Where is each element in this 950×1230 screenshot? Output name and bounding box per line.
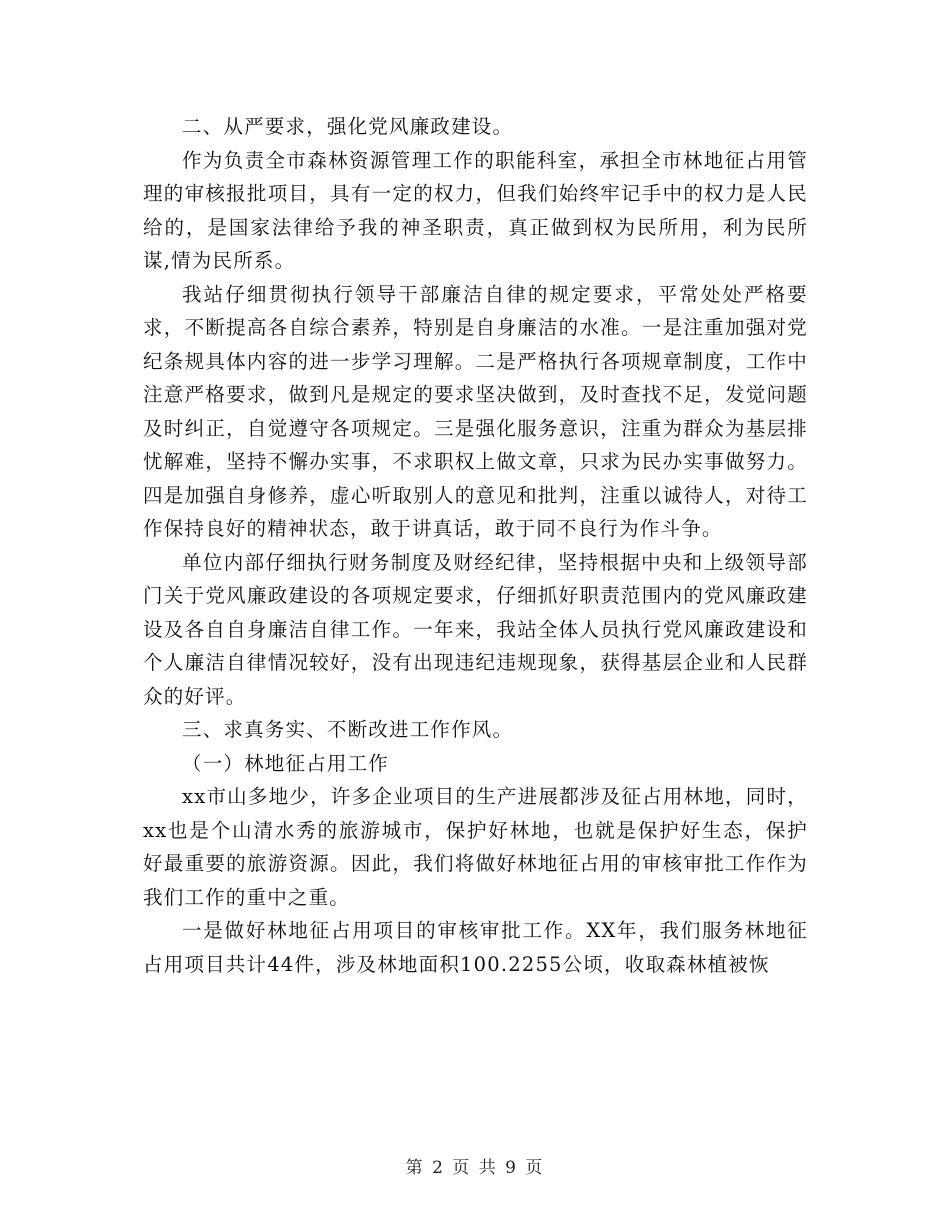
- paragraph: 作为负责全市森林资源管理工作的职能科室，承担全市林地征占用管理的审核报批项目，具有一定的权力，但我们始终牢记手中的权力是人民给的，是国家法律给予我的神圣职责，真正做到权为民所用，利为民所谋,情为民所系。: [143, 148, 808, 272]
- paragraph: 我站仔细贯彻执行领导干部廉洁自律的规定要求，平常处处严格要求，不断提高各自综合素养，特别是自身廉洁的水准。一是注重加强对党纪条规具体内容的进一步学习理解。二是严格执行各项规章制度，工作中注意严格要求，做到凡是规定的要求坚决做到，及时查找不足，发觉问题及时纠正，自觉遵守各项规定。三是强化服务意识，注重为群众为基层排忧解难，坚持不懈办实事，不求职权上做文章，只求为民办实事做努力。四是加强自身修养，虚心听取别人的意见和批判，注重以诚待人，对待工作保持良好的精神状态，敢于讲真话，敢于同不良行为作斗争。: [143, 282, 808, 540]
- section-heading-3: 三、求真务实、不断改进工作作风。: [182, 718, 514, 741]
- subsection-heading-1: （一）林地征占用工作: [182, 751, 390, 775]
- paragraph: 一是做好林地征占用项目的审核审批工作。XX年，我们服务林地征占用项目共计44件，涉及林地面积100.2255公顷，收取森林植被恢: [143, 919, 808, 976]
- paragraph: xx市山多地少，许多企业项目的生产进展都涉及征占用林地，同时，xx也是个山清水秀的旅游城市，保护好林地，也就是保护好生态，保护好最重要的旅游资源。因此，我们将做好林地征占用的审核审批工作作为我们工作的重中之重。: [143, 785, 808, 909]
- document-body: [143, 110, 808, 981]
- section-heading-2: 二、从严要求，强化党风廉政建设。: [182, 115, 514, 138]
- page-number-footer: 第 2 页 共 9 页: [405, 1158, 545, 1178]
- paragraph: 单位内部仔细执行财务制度及财经纪律，坚持根据中央和上级领导部门关于党风廉政建设的各项规定要求，仔细抓好职责范围内的党风廉政建设及各自自身廉洁自律工作。一年来，我站全体人员执行党风廉政建设和个人廉洁自律情况较好，没有出现违纪违规现象，获得基层企业和人民群众的好评。: [143, 550, 808, 708]
